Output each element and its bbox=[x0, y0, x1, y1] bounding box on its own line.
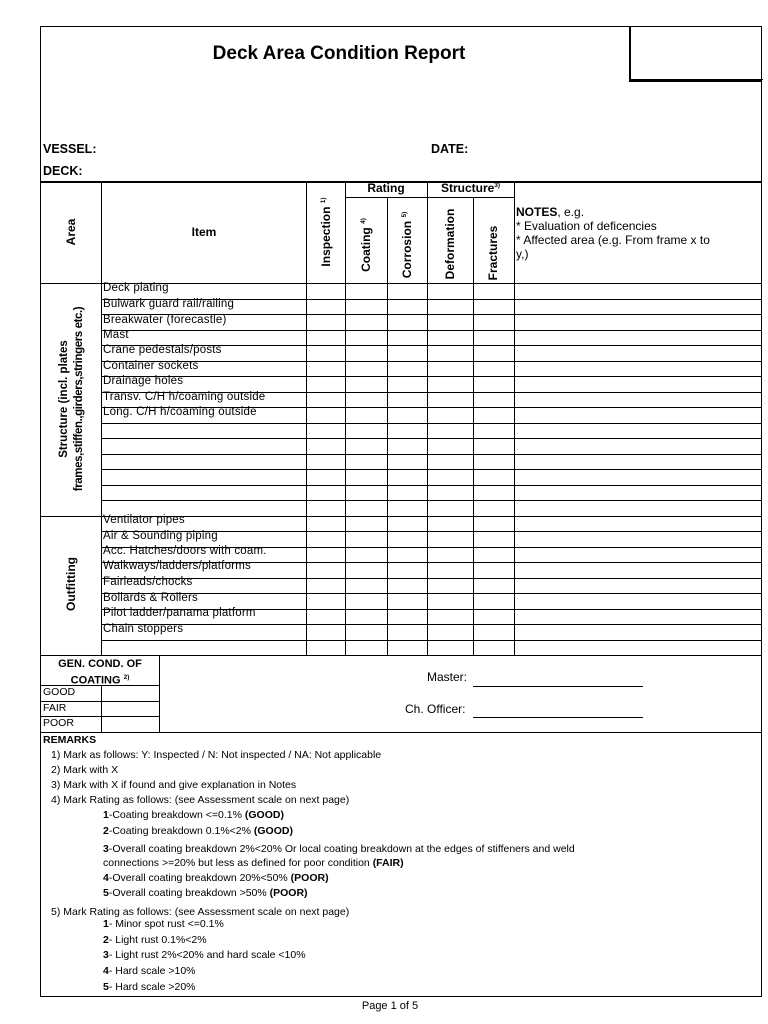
coating-header: Coating $^{4)}$ bbox=[359, 218, 373, 272]
deformation-header: Deformation bbox=[443, 208, 457, 280]
list-item: Air & Sounding piping bbox=[103, 530, 218, 542]
list-item: Pilot ladder/panama platform bbox=[103, 607, 256, 619]
outfitting-group-label: Outfitting bbox=[64, 557, 78, 611]
gen-cond-title: GEN. COND. OF COATING $^{2)}$ bbox=[58, 658, 142, 687]
logo-box bbox=[629, 26, 763, 80]
fractures-header: Fractures bbox=[486, 225, 500, 281]
row-line bbox=[101, 454, 761, 455]
list-item: Fairleads/chocks bbox=[103, 576, 193, 588]
row-line bbox=[101, 423, 761, 424]
vessel-label: VESSEL: bbox=[43, 142, 97, 156]
row-line bbox=[101, 485, 761, 486]
structure-group-label: Structure (incl. plates bbox=[58, 340, 70, 458]
list-item: Acc. Hatches/doors with coam. bbox=[103, 545, 267, 557]
deck-label: DECK: bbox=[43, 164, 83, 178]
fair-label: FAIR bbox=[43, 702, 67, 714]
list-item: Container sockets bbox=[103, 360, 199, 372]
row-line bbox=[101, 361, 761, 362]
row-line bbox=[101, 578, 761, 579]
row-line bbox=[101, 469, 761, 470]
structure-header: Structure$^{3)}$ bbox=[440, 181, 501, 195]
row-line bbox=[101, 640, 761, 641]
page-title: Deck Area Condition Report bbox=[212, 43, 466, 64]
good-label: GOOD bbox=[43, 686, 76, 698]
list-item: Breakwater (forecastle) bbox=[103, 314, 227, 326]
ch-officer-label: Ch. Officer: bbox=[405, 702, 466, 716]
list-item: Long. C/H h/coaming outside bbox=[103, 406, 257, 418]
list-item: Bulwark guard rail/railing bbox=[103, 298, 235, 310]
list-item: Drainage holes bbox=[103, 375, 184, 387]
notes-header: NOTES, e.g. * Evaluation of deficencies * Affected area (e.g. From frame x to y,) bbox=[516, 205, 710, 261]
list-item: Transv. C/H h/coaming outside bbox=[103, 391, 266, 403]
list-item: Walkways/ladders/platforms bbox=[103, 560, 251, 572]
list-item: Bollards & Rollers bbox=[103, 592, 198, 604]
date-label: DATE: bbox=[431, 142, 469, 156]
poor-label: POOR bbox=[43, 717, 74, 729]
row-line bbox=[101, 593, 761, 594]
master-label: Master: bbox=[427, 670, 468, 684]
row-line bbox=[101, 438, 761, 439]
structure-group-sublabel: frames,stiffen.,girders,stringers etc.) bbox=[73, 306, 85, 492]
list-item: Ventilator pipes bbox=[103, 514, 185, 526]
report-page: Deck Area Condition Report VESSEL: DATE: DECK: Area Item Rating Structure$^{3)}$ Inspection $^{1)}$ Coating $^{4)}$ Corrosion $^{5)}$ Deformation Fractures NOTES, e.g. * Evaluation of deficencies * Affected area (e.g. From frame x to y,) Structure (incl. plates frames,stiffen.,girders,stringers etc.) Outfitting Deck plating Bulwark guard rail/railing Breakwater (forecastle) Mast Crane pedestals/posts Container sockets Drainage holes Transv. C/H h/coaming outside Long. C/H h/coaming outside Ventilator pipes Air & Sounding piping Acc. Hatches/doors with coam. Walkways/ladders/platforms Fairleads/chocks Bollards & Rollers Pilot ladder/panama platform Chain stoppers GEN. COND. OF COATING $^{2)}$ GOOD FAIR POOR Master: Ch. Officer: REMARKS 1) Mark as follows: Y: Inspected / N: Not inspected / NA: Not applicable 2) Mark with X 3) Mark with X if found and give explanation in Notes 4) Mark Rating as follows: (see Assessment scale on next page) 1-Coating breakdown <=0.1% (GOOD) 2-Coating breakdown 0.1%<2% (GOOD) 3-Overall coating breakdown 2%<20% Or local coating breakdown at the edges of stiffeners and weld connections >=20% but less as defined for poor condition (FAIR) 4-Overall coating breakdown 20%<50% (POOR) 5-Overall coating breakdown >50% (POOR) 5) Mark Rating as follows: (see Assessment scale on next page) 1- Minor spot rust <=0.1% 2- Light rust 0.1%<2% 3- Light rust 2%<20% and hard scale <10% 4- Hard scale >10% 5- Hard scale >20% bbox=[40, 26, 762, 997]
list-item: Deck plating bbox=[103, 282, 169, 294]
row-line bbox=[101, 330, 761, 331]
row-line bbox=[101, 500, 761, 501]
list-item: Chain stoppers bbox=[103, 623, 184, 635]
list-item: Mast bbox=[103, 329, 129, 341]
row-line bbox=[101, 624, 761, 625]
inspection-header: Inspection $^{1)}$ bbox=[319, 197, 333, 267]
area-header: Area bbox=[64, 218, 78, 246]
item-header: Item bbox=[191, 225, 217, 239]
corrosion-header: Corrosion $^{5)}$ bbox=[400, 211, 414, 279]
row-line bbox=[101, 376, 761, 377]
list-item: Crane pedestals/posts bbox=[103, 344, 222, 356]
page-footer: Page 1 of 5 bbox=[361, 1000, 419, 1012]
rating-header: Rating bbox=[367, 181, 405, 195]
